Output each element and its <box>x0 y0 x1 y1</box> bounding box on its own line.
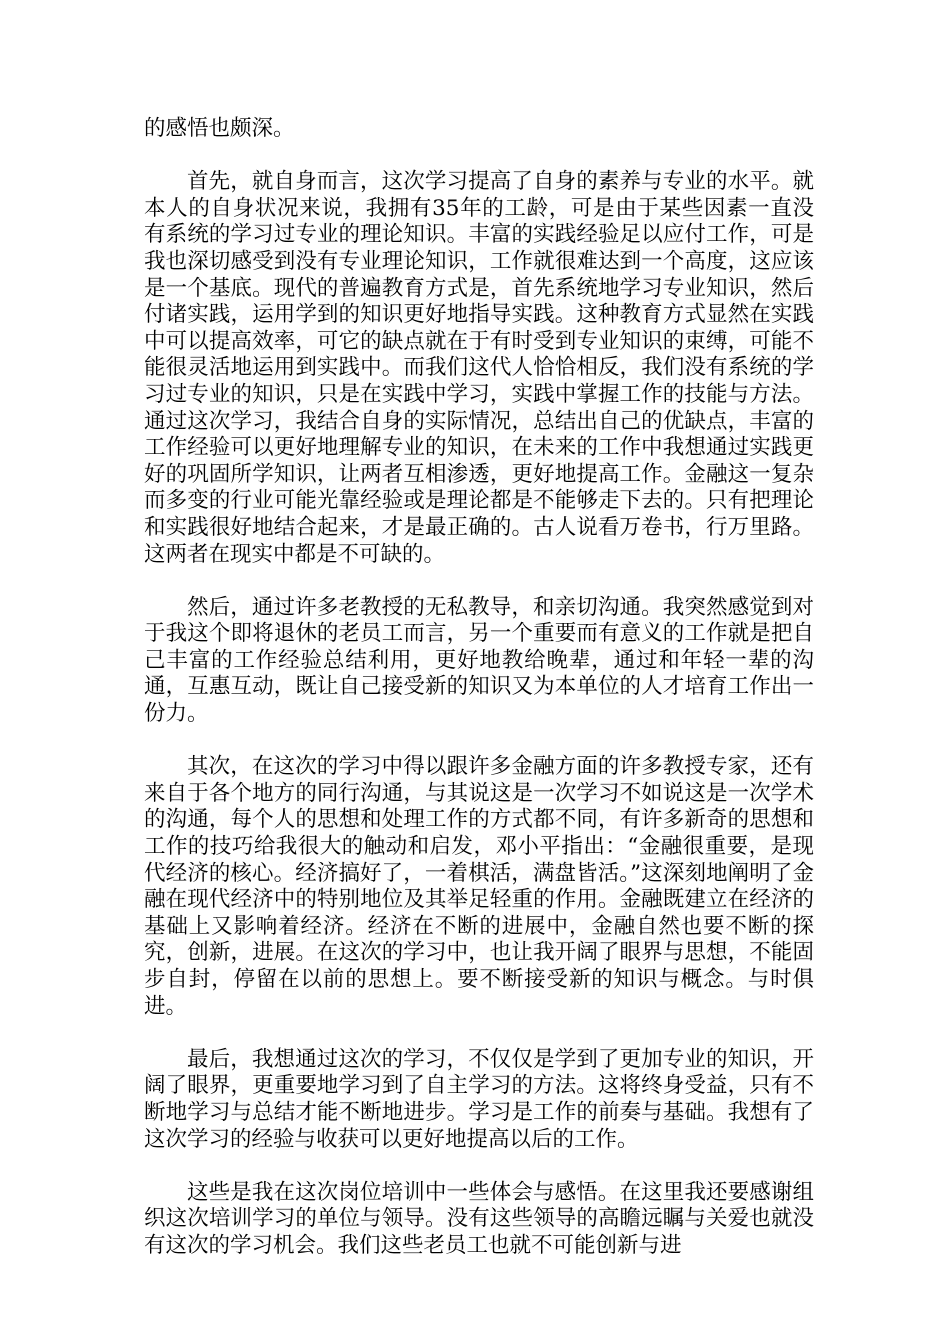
paragraph-finally: 最后，我想通过这次的学习，不仅仅是学到了更加专业的知识，开阔了眼界，更重要地学习到了自主学习的方法。这将终身受益，只有不断地学习与总结才能不断地进步。学习是工作的前奏与基础。我想有了这次学习的经验与收获可以更好地提高以后的工作。 <box>144 1046 814 1152</box>
paragraph-gap <box>144 1153 814 1180</box>
paragraph-gap <box>144 568 814 595</box>
paragraph-gap <box>144 728 814 755</box>
paragraph-first-point: 首先，就自身而言，这次学习提高了自身的素养与专业的水平。就本人的自身状况来说，我拥有35年的工龄，可是由于某些因素一直没有系统的学习过专业的理论知识。丰富的实践经验足以应付工作，可是我也深切感受到没有专业理论知识，工作就很难达到一个高度，这应该是一个基底。现代的普遍教育方式是，首先系统地学习专业知识，然后付诸实践，运用学到的知识更好地指导实践。这种教育方式显然在实践中可以提高效率，可它的缺点就在于有时受到专业知识的束缚，可能不能很灵活地运用到实践中。而我们这代人恰恰相反，我们没有系统的学习过专业的知识，只是在实践中学习，实践中掌握工作的技能与方法。通过这次学习，我结合自身的实际情况，总结出自己的优缺点，丰富的工作经验可以更好地理解专业的知识，在未来的工作中我想通过实践更好的巩固所学知识，让两者互相渗透，更好地提高工作。金融这一复杂而多变的行业可能光靠经验或是理论都是不能够走下去的。只有把理论和实践很好地结合起来，才是最正确的。古人说看万卷书，行万里路。这两者在现实中都是不可缺的。 <box>144 169 814 567</box>
paragraph-then: 然后，通过许多老教授的无私教导，和亲切沟通。我突然感觉到对于我这个即将退休的老员工而言，另一个重要而有意义的工作就是把自己丰富的工作经验总结利用，更好地教给晚辈，通过和年轻一辈的沟通，互惠互动，既让自己接受新的知识又为本单位的人才培育工作出一份力。 <box>144 594 814 727</box>
paragraph-gap <box>144 1020 814 1047</box>
paragraph-closing: 这些是我在这次岗位培训中一些体会与感悟。在这里我还要感谢组织这次培训学习的单位与领导。没有这些领导的高瞻远瞩与关爱也就没有这次的学习机会。我们这些老员工也就不可能创新与进 <box>144 1179 814 1258</box>
paragraph-continuation: 的感悟也颇深。 <box>144 116 295 141</box>
document-body <box>144 116 814 1260</box>
paragraph-gap <box>144 143 814 170</box>
paragraph-second-point: 其次，在这次的学习中得以跟许多金融方面的许多教授专家，还有来自于各个地方的同行沟通，与其说这是一次学习不如说这是一次学术的沟通，每个人的思想和处理工作的方式都不同，有许多新奇的思想和工作的技巧给我很大的触动和启发，邓小平指出：“金融很重要，是现代经济的核心。经济搞好了，一着棋活，满盘皆活。”这深刻地阐明了金融在现代经济中的特别地位及其举足轻重的作用。金融既建立在经济的基础上又影响着经济。经济在不断的进展中，金融自然也要不断的探究，创新，进展。在这次的学习中，也让我开阔了眼界与思想，不能固步自封，停留在以前的思想上。要不断接受新的知识与概念。与时俱进。 <box>144 754 814 1019</box>
